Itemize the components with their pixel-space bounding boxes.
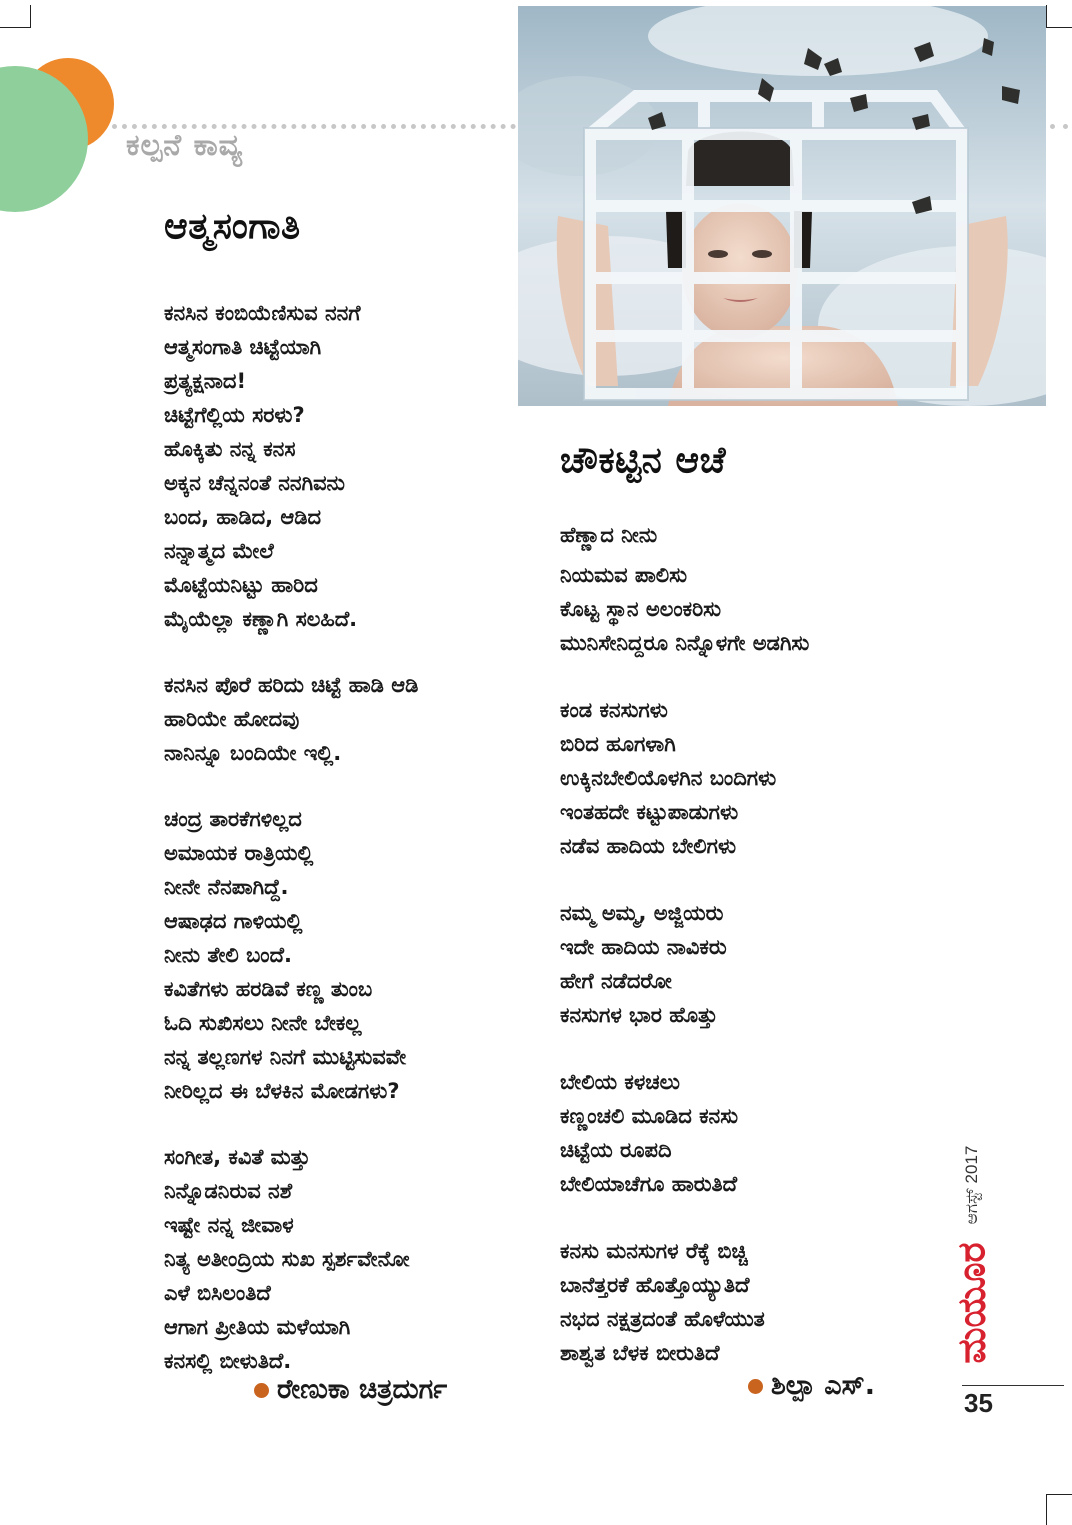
poem-line: ಹೆಣ್ಣಾದ ನೀನು bbox=[560, 523, 658, 547]
poem-line: ಪ್ರತ್ಯಕ್ಷನಾದ! bbox=[164, 369, 247, 393]
bullet-dot-icon bbox=[254, 1383, 269, 1398]
poem-line: ನಭದ ನಕ್ಷತ್ರದಂತೆ ಹೊಳೆಯುತ bbox=[560, 1307, 765, 1331]
poem-line: ಹೊಕ್ಕಿತು ನನ್ನ ಕನಸ bbox=[164, 437, 296, 461]
crop-mark-top-left bbox=[0, 5, 31, 28]
poem-line: ಬೇಲಿಯ ಕಳಚಲು bbox=[560, 1070, 680, 1094]
poem-line: ಓದಿ ಸುಖಿಸಲು ನೀನೇ ಬೇಕಲ್ಲ bbox=[164, 1011, 362, 1035]
stanza bbox=[560, 1065, 940, 1201]
crop-mark-top-right bbox=[1046, 5, 1072, 28]
poem-line: ಇಷ್ಟೇ ನನ್ನ ಜೀವಾಳ bbox=[164, 1213, 294, 1237]
poem-left-body bbox=[164, 296, 514, 1378]
stanza bbox=[164, 1140, 514, 1378]
poem-line: ಚಿಟ್ಟೆಗೆಲ್ಲಿಯ ಸರಳು? bbox=[164, 403, 305, 427]
stanza bbox=[164, 668, 514, 770]
stanza bbox=[164, 296, 514, 636]
poem-line: ನನ್ನ ತಲ್ಲಣಗಳ ನಿನಗೆ ಮುಟ್ಟಿಸುವವೇ bbox=[164, 1045, 407, 1069]
poem-line: ಉಕ್ಕಿನಬೇಲಿಯೊಳಗಿನ ಬಂದಿಗಳು bbox=[560, 766, 777, 790]
poem-line: ಕನಸಿನ ಕಂಬಿಯೆಣಿಸುವ ನನಗೆ bbox=[164, 301, 361, 325]
poem-line: ಬಿರಿದ ಹೂಗಳಾಗಿ bbox=[560, 732, 676, 756]
poem-line: ನಾನಿನ್ನೂ ಬಂದಿಯೇ ಇಲ್ಲಿ. bbox=[164, 741, 342, 765]
poem-line: ಶಾಶ್ವತ ಬೆಳಕ ಬೀರುತಿದೆ bbox=[560, 1341, 720, 1365]
section-label: ಕಲ್ಪನೆ ಕಾವ್ಯ bbox=[126, 128, 244, 163]
poem-line: ಆಷಾಢದ ಗಾಳಿಯಲ್ಲಿ bbox=[164, 909, 303, 933]
poem-line: ನಡೆವ ಹಾದಿಯ ಬೇಲಿಗಳು bbox=[560, 834, 737, 858]
poem-line: ಹಾರಿಯೇ ಹೋದವು bbox=[164, 707, 300, 731]
poem-line: ನಿಯಮವ ಪಾಲಿಸು bbox=[560, 563, 688, 587]
poem-line: ಬಾನೆತ್ತರಕೆ ಹೊತ್ತೊಯ್ಯುತಿದೆ bbox=[560, 1273, 750, 1297]
poem-right-author bbox=[748, 1370, 875, 1402]
poem-left-title: ಆತ್ಮಸಂಗಾತಿ bbox=[164, 206, 301, 247]
poem-line: ನೀನೇ ನೆನಪಾಗಿದ್ದೆ. bbox=[164, 875, 289, 899]
poem-line: ಕನಸಿನ ಪೊರೆ ಹರಿದು ಚಿಟ್ಟೆ ಹಾಡಿ ಆಡಿ bbox=[164, 673, 419, 697]
poem-line: ಹೇಗೆ ನಡೆದರೋ bbox=[560, 969, 672, 993]
page-number: 35 bbox=[964, 1388, 993, 1418]
poem-right-body bbox=[560, 518, 940, 1370]
poem-line: ಇದೇ ಹಾದಿಯ ನಾವಿಕರು bbox=[560, 935, 727, 959]
stanza bbox=[560, 693, 940, 863]
poem-line: ನೀರಿಲ್ಲದ ಈ ಬೆಳಕಿನ ಮೋಡಗಳು? bbox=[164, 1079, 400, 1103]
poem-line: ಆತ್ಮಸಂಗಾತಿ ಚಿಟ್ಟೆಯಾಗಿ bbox=[164, 335, 322, 359]
magazine-masthead bbox=[948, 1244, 996, 1362]
poem-line: ಬಂದ, ಹಾಡಿದ, ಆಡಿದ bbox=[164, 505, 322, 529]
poem-left-author bbox=[254, 1374, 447, 1406]
poem-line: ಕನಸಲ್ಲಿ ಬೀಳುತಿದೆ. bbox=[164, 1349, 292, 1373]
poem-line: ಕೊಟ್ಟ ಸ್ಥಾನ ಅಲಂಕರಿಸು bbox=[560, 597, 722, 621]
poem-line: ಚಂದ್ರ ತಾರಕೆಗಳಿಲ್ಲದ bbox=[164, 807, 302, 831]
issue-date-text: ಆಗಸ್ಟ್ 2017 bbox=[962, 1145, 981, 1225]
stanza bbox=[164, 802, 514, 1108]
author-name: ಶಿಲ್ಪಾ ಎಸ್. bbox=[771, 1370, 875, 1401]
poem-line: ಇಂತಹದೇ ಕಟ್ಟುಪಾಡುಗಳು bbox=[560, 800, 739, 824]
stanza bbox=[560, 518, 940, 660]
issue-date bbox=[952, 1120, 992, 1250]
poem-line: ನೀನು ತೇಲಿ ಬಂದೆ. bbox=[164, 943, 292, 967]
poem-line: ಎಳೆ ಬಿಸಿಲಂತಿದೆ bbox=[164, 1281, 271, 1305]
author-name: ರೇಣುಕಾ ಚಿತ್ರದುರ್ಗ bbox=[277, 1374, 448, 1405]
masthead-text: ಮಯೂರ bbox=[949, 1242, 994, 1364]
poem-line: ಕವಿತೆಗಳು ಹರಡಿವೆ ಕಣ್ಣ ತುಂಬ bbox=[164, 977, 373, 1001]
dotted-divider-right bbox=[1050, 124, 1068, 129]
poem-line: ಚಿಟ್ಟೆಯ ರೂಪದಿ bbox=[560, 1138, 672, 1162]
poem-line: ಆಗಾಗ ಪ್ರೀತಿಯ ಮಳೆಯಾಗಿ bbox=[164, 1315, 351, 1339]
poem-line: ಕಂಡ ಕನಸುಗಳು bbox=[560, 698, 668, 722]
poem-line: ಸಂಗೀತ, ಕವಿತೆ ಮತ್ತು bbox=[164, 1145, 311, 1169]
poem-line: ಬೇಲಿಯಾಚೆಗೂ ಹಾರುತಿದೆ bbox=[560, 1172, 738, 1196]
stanza bbox=[560, 896, 940, 1032]
stanza bbox=[560, 1234, 940, 1370]
poem-line: ಕಣ್ಣಂಚಲಿ ಮೂಡಿದ ಕನಸು bbox=[560, 1104, 739, 1128]
poem-line: ನಮ್ಮ ಅಮ್ಮ, ಅಜ್ಜಿಯರು bbox=[560, 901, 724, 925]
poem-line: ನಿತ್ಯ ಅತೀಂದ್ರಿಯ ಸುಖ ಸ್ಪರ್ಶವೇನೋ bbox=[164, 1247, 410, 1271]
illustration-svg bbox=[518, 6, 1046, 406]
woman-in-glass-cage-illustration bbox=[518, 6, 1046, 406]
crop-mark-bottom-right bbox=[1046, 1494, 1072, 1525]
poem-right-title: ಚೌಕಟ್ಟಿನ ಆಚೆ bbox=[560, 440, 727, 481]
poem-line: ಅಕ್ಕನ ಚೆನ್ನನಂತೆ ನನಗಿವನು bbox=[164, 471, 345, 495]
poem-line: ಅಮಾಯಕ ರಾತ್ರಿಯಲ್ಲಿ bbox=[164, 841, 314, 865]
poem-line: ಮೈಯೆಲ್ಲಾ ಕಣ್ಣಾಗಿ ಸಲಹಿದೆ. bbox=[164, 607, 358, 631]
poem-line: ಮೊಟ್ಟೆಯನಿಟ್ಟು ಹಾರಿದ bbox=[164, 573, 318, 597]
bullet-dot-icon bbox=[748, 1379, 763, 1394]
page-number-rule bbox=[962, 1385, 1064, 1386]
poem-line: ನಿನ್ನೊಡನಿರುವ ನಶೆ bbox=[164, 1179, 293, 1203]
poem-line: ಮುನಿಸೇನಿದ್ದರೂ ನಿನ್ನೊಳಗೇ ಅಡಗಿಸು bbox=[560, 631, 810, 655]
poem-line: ಕನಸು ಮನಸುಗಳ ರೆಕ್ಕೆ ಬಿಚ್ಚಿ bbox=[560, 1239, 748, 1263]
poem-line: ಕನಸುಗಳ ಭಾರ ಹೊತ್ತು bbox=[560, 1003, 718, 1027]
poem-line: ನನ್ನಾತ್ಮದ ಮೇಲೆ bbox=[164, 539, 274, 563]
